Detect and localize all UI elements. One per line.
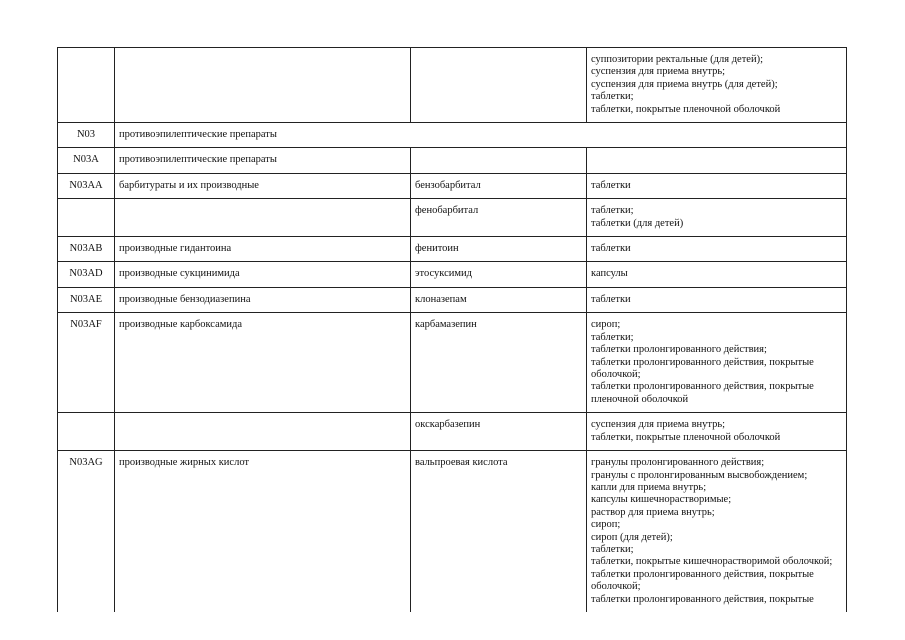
- dosage-form-line: таблетки, покрытые пленочной оболочкой: [591, 103, 781, 115]
- dosage-forms-cell: [587, 237, 847, 262]
- drug-name-cell: карбамазепин: [411, 313, 587, 413]
- dosage-forms-cell: [587, 262, 847, 287]
- group-name-cell: производные сукцинимида: [115, 262, 411, 287]
- dosage-form-line: суспензия для приема внутрь (для детей);: [591, 78, 778, 90]
- table-row: [58, 148, 847, 173]
- dosage-form-line: таблетки (для детей): [591, 217, 684, 229]
- atc-code-cell: [58, 199, 115, 237]
- atc-code-cell: N03A: [58, 148, 115, 173]
- dosage-form-line: таблетки, покрытые кишечнорастворимой оболочкой;: [591, 556, 833, 568]
- table-row: [58, 237, 847, 262]
- dosage-forms-cell: [587, 148, 847, 173]
- dosage-forms-cell: [587, 199, 847, 237]
- table-row: [58, 173, 847, 198]
- drug-name-cell: вальпроевая кислота: [411, 451, 587, 612]
- atc-code-cell: N03AB: [58, 237, 115, 262]
- dosage-form-line: раствор для приема внутрь;: [591, 506, 715, 518]
- dosage-form-line: таблетки: [591, 243, 631, 255]
- group-name-cell: барбитураты и их производные: [115, 173, 411, 198]
- dosage-form-line: таблетки;: [591, 331, 634, 343]
- table-row: [58, 262, 847, 287]
- dosage-form-line: капсулы кишечнорастворимые;: [591, 494, 732, 506]
- dosage-form-line: таблетки: [591, 293, 631, 305]
- dosage-form-line: таблетки пролонгированного действия;: [591, 344, 767, 356]
- atc-code-cell: N03AE: [58, 287, 115, 312]
- dosage-forms-cell: [587, 413, 847, 451]
- dosage-form-line: гранулы с пролонгированным высвобождением;: [591, 469, 808, 481]
- dosage-form-line: таблетки пролонгированного действия, покрытые оболочкой;: [591, 568, 814, 593]
- dosage-form-line: таблетки пролонгированного действия, покрытые оболочкой;: [591, 356, 814, 380]
- atc-code-cell: N03: [58, 123, 115, 148]
- group-name-cell: [115, 199, 411, 237]
- drug-name-cell: фенитоин: [411, 237, 587, 262]
- group-name-cell: [115, 48, 411, 123]
- drug-name-cell: окскарбазепин: [411, 413, 587, 451]
- group-name-cell: противоэпилептические препараты: [115, 123, 847, 148]
- drug-name-cell: клоназепам: [411, 287, 587, 312]
- table-row: [58, 199, 847, 237]
- dosage-form-line: капсулы: [591, 268, 628, 280]
- dosage-form-line: сироп (для детей);: [591, 531, 673, 543]
- table-row: [58, 48, 847, 123]
- dosage-forms-cell: [587, 287, 847, 312]
- dosage-form-line: сироп;: [591, 319, 621, 331]
- atc-code-cell: [58, 48, 115, 123]
- dosage-form-line: гранулы пролонгированного действия;: [591, 457, 765, 469]
- dosage-form-line: суспензия для приема внутрь;: [591, 419, 726, 431]
- dosage-forms-cell: [587, 451, 847, 612]
- drug-name-cell: [411, 148, 587, 173]
- drug-name-cell: этосуксимид: [411, 262, 587, 287]
- group-name-cell: противоэпилептические препараты: [115, 148, 411, 173]
- atc-code-cell: [58, 413, 115, 451]
- dosage-forms-cell: [587, 313, 847, 413]
- drug-name-cell: фенобарбитал: [411, 199, 587, 237]
- atc-code-cell: N03AG: [58, 451, 115, 612]
- dosage-form-line: таблетки пролонгированного действия, покрытые пленочной оболочкой: [591, 381, 814, 405]
- drug-table-body: [58, 48, 847, 613]
- drug-name-cell: [411, 48, 587, 123]
- atc-code-cell: N03AA: [58, 173, 115, 198]
- group-name-cell: производные жирных кислот: [115, 451, 411, 612]
- table-row: [58, 413, 847, 451]
- dosage-form-line: таблетки пролонгированного действия, покрытые: [591, 593, 814, 605]
- drug-name-cell: бензобарбитал: [411, 173, 587, 198]
- dosage-form-line: таблетки;: [591, 543, 634, 555]
- table-row: [58, 451, 847, 612]
- group-name-cell: производные бензодиазепина: [115, 287, 411, 312]
- group-name-cell: производные гидантоина: [115, 237, 411, 262]
- dosage-form-line: таблетки;: [591, 91, 634, 103]
- dosage-forms-cell: [587, 48, 847, 123]
- table-row: [58, 313, 847, 413]
- group-name-cell: производные карбоксамида: [115, 313, 411, 413]
- dosage-form-line: суппозитории ректальные (для детей);: [591, 54, 763, 65]
- dosage-form-line: капли для приема внутрь;: [591, 481, 707, 493]
- table-row: [58, 123, 847, 148]
- dosage-form-line: таблетки, покрытые пленочной оболочкой: [591, 431, 781, 443]
- table-row: [58, 287, 847, 312]
- group-name-cell: [115, 413, 411, 451]
- dosage-forms-cell: [587, 173, 847, 198]
- dosage-form-line: сироп;: [591, 519, 621, 531]
- dosage-form-line: таблетки: [591, 179, 631, 191]
- drug-table: [57, 47, 847, 612]
- atc-code-cell: N03AD: [58, 262, 115, 287]
- atc-code-cell: N03AF: [58, 313, 115, 413]
- dosage-form-line: суспензия для приема внутрь;: [591, 66, 726, 78]
- dosage-form-line: таблетки;: [591, 205, 634, 217]
